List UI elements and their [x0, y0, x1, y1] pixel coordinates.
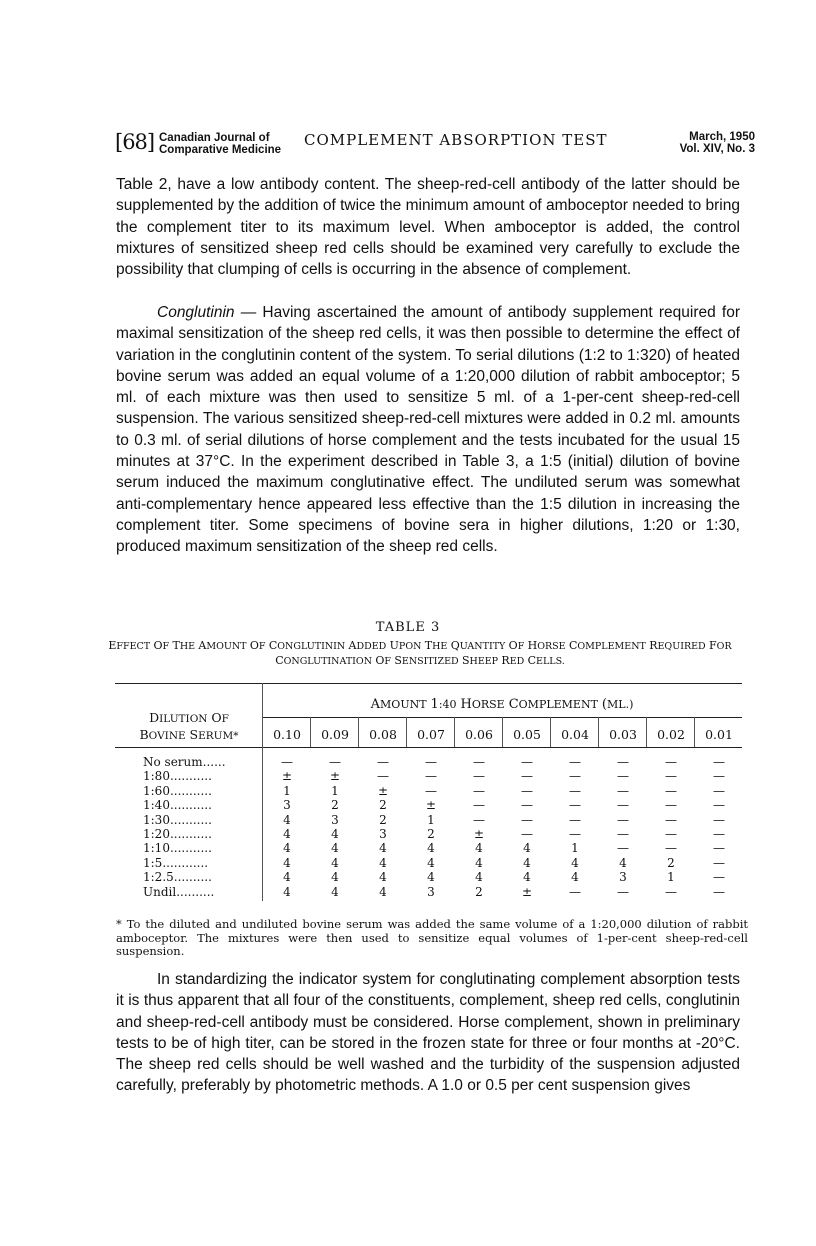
table-cell: 4: [379, 870, 387, 885]
table-cell: —: [569, 798, 581, 813]
column-header: 0.01: [705, 727, 733, 742]
column-header: 0.03: [609, 727, 637, 742]
table-cell: ±: [425, 798, 437, 813]
table-row-label: 1:60...........: [143, 783, 212, 798]
table-cell: ±: [329, 769, 341, 784]
table-cell: 4: [283, 827, 291, 841]
table-row-label: 1:5............: [143, 855, 209, 870]
table-cell: —: [665, 798, 677, 813]
table-cell: 4: [523, 870, 531, 885]
journal-name-line2: Comparative Medicine: [159, 144, 282, 156]
table-cell: —: [521, 783, 533, 798]
table-cell: ±: [521, 884, 533, 899]
table-cell: —: [617, 755, 629, 769]
paragraph-1: Table 2, have a low antibody content. The sheep-red-cell antibody of the latter should be supplemented by the addition of twice the minimum amount of amboceptor needed to bring the complement titer to its maximum level. When amboceptor is added, the control mixtures of sensitized sheep red cells should be examined very carefully to exclude the possibility that clumping of cells is occurring in the absence of complement.: [116, 176, 740, 279]
table-cell: 4: [283, 884, 291, 899]
paragraph-2-lead: Conglutinin: [157, 304, 235, 321]
table-cell: 4: [379, 841, 387, 856]
table-cell: 2: [331, 798, 339, 813]
table-cell: 4: [283, 870, 291, 885]
table-caption: [100, 639, 740, 669]
table-cell: 1: [571, 841, 579, 856]
issue-volume: Vol. XIV, No. 3: [679, 143, 755, 155]
table-cell: 3: [283, 798, 291, 813]
column-divider: [502, 717, 503, 747]
table-cell: —: [521, 798, 533, 813]
column-divider: [694, 717, 695, 747]
table-cell: —: [473, 798, 485, 813]
table-cell: 1: [667, 870, 675, 885]
table-cell: 4: [475, 855, 483, 870]
table-row-label: 1:80...........: [143, 769, 212, 784]
column-header: 0.07: [417, 727, 445, 742]
table-cell: —: [473, 783, 485, 798]
paragraph-3: In standardizing the indicator system for conglutinating complement absorption tests it is thus apparent that all four of the constituents, complement, sheep red cells, conglutinin and sheep-red-cell antibody must be considered. Horse complement, shown in preliminary tests to be of high titer, can be stored in the frozen state for three or four months at -20°C. The sheep red cells should be well washed and the turbidity of the suspension adjusted carefully, preferably by photometric methods. A 1.0 or 0.5 per cent suspension gives: [116, 971, 740, 1095]
table-cell: ±: [473, 827, 485, 841]
table-cell: 1: [427, 812, 435, 827]
issue-info: [680, 131, 755, 155]
table-cell: —: [473, 812, 485, 827]
table-cell: ±: [281, 769, 293, 784]
table-cell: —: [713, 755, 725, 769]
column-divider: [598, 717, 599, 747]
table-cell: —: [569, 769, 581, 784]
table-cell: 1: [283, 783, 291, 798]
table-cell: 4: [427, 855, 435, 870]
table-row-label: No serum......: [143, 755, 226, 769]
table-cell: 4: [283, 812, 291, 827]
table-cell: —: [377, 769, 389, 784]
table-cell: —: [425, 755, 437, 769]
table-cell: 3: [427, 884, 435, 899]
table-cell: —: [425, 769, 437, 784]
table-row-label: 1:40...........: [143, 798, 212, 813]
table-row-label: 1:2.5..........: [143, 870, 212, 885]
table-cell: 2: [379, 812, 387, 827]
table-cell: 1: [331, 783, 339, 798]
table-title: TABLE 3: [375, 620, 441, 635]
page-number: [68]: [115, 130, 155, 154]
table-cell: 4: [475, 870, 483, 885]
table-cell: 4: [427, 870, 435, 885]
column-divider: [454, 717, 455, 747]
table-cell: —: [521, 827, 533, 841]
table-cell: 4: [331, 841, 339, 856]
table-cell: 4: [571, 855, 579, 870]
table-row-label: 1:20...........: [143, 827, 212, 841]
table-cell: —: [281, 755, 293, 769]
table-cell: —: [617, 769, 629, 784]
table-cell: 4: [283, 841, 291, 856]
table-body-rule: [115, 747, 742, 748]
column-divider: [358, 717, 359, 747]
table-cell: —: [617, 827, 629, 841]
table-cell: —: [617, 884, 629, 899]
table-cell: 2: [475, 884, 483, 899]
table-cell: 4: [427, 841, 435, 856]
paragraph-2-text: — Having ascertained the amount of antibody supplement required for maximal sensitization of the sheep red cells, it was then possible to determine the effect of variation in the conglutinin content of the system. To serial dilutions (1:2 to 1:320) of heated bovine serum was added an equal volume of a 1:20,000 dilution of rabbit amboceptor; 5 ml. of each mixture was then used to sensitize 5 ml. of a 1-per-cent sheep-red-cell suspension. The various sensitized sheep-red-cell mixtures were added in 0.2 ml. amounts to 0.3 ml. of serial dilutions of horse complement and the tests incubated for the usual 15 minutes at 37°C. In the experiment described in Table 3, a 1:5 (initial) dilution of bovine serum induced the maximum conglutinative effect. The undiluted serum was somewhat anti-complementary hence appeared less effective than the 1:5 dilution in increasing the complement titer. Some specimens of bovine sera in higher dilutions, 1:20 or 1:30, produced maximum sensitization of the sheep red cells.: [116, 304, 740, 556]
table-cell: —: [473, 769, 485, 784]
column-header: 0.02: [657, 727, 685, 742]
table-cell: —: [425, 783, 437, 798]
table-cell: —: [521, 812, 533, 827]
table-cell: 2: [667, 855, 675, 870]
table-cell: ±: [377, 783, 389, 798]
table-footnote: * To the diluted and undiluted bovine serum was added the same volume of a 1:20,000 dilution of rabbit amboceptor. The mixtures were then used to sensitize equal volumes of 1-per-cent sheep-red-cell suspension.: [116, 917, 748, 958]
issue-date: March, 1950: [689, 131, 755, 143]
table-cell: —: [713, 827, 725, 841]
data-table: [115, 683, 742, 909]
table-cell: —: [713, 870, 725, 885]
table-cell: —: [713, 855, 725, 870]
table-cell: —: [329, 755, 341, 769]
table-cell: —: [713, 769, 725, 784]
table-cell: 4: [331, 884, 339, 899]
table-cell: —: [713, 841, 725, 856]
column-header: 0.05: [513, 727, 541, 742]
table-cell: 3: [619, 870, 627, 885]
table-cell: —: [665, 827, 677, 841]
table-row-label: 1:30...........: [143, 812, 212, 827]
journal-name-line1: Canadian Journal of: [159, 132, 270, 144]
table-cell: —: [569, 783, 581, 798]
table-cell: 2: [427, 827, 435, 841]
column-group-header: AMOUNT 1:40 HORSE COMPLEMENT (ML.): [370, 697, 634, 712]
table-cell: 4: [523, 841, 531, 856]
column-divider: [406, 717, 407, 747]
table-cell: 3: [379, 827, 387, 841]
column-divider: [646, 717, 647, 747]
table-cell: —: [569, 755, 581, 769]
table-cell: 2: [379, 798, 387, 813]
stub-header: DILUTION OF BOVINE SERUM*: [139, 710, 239, 742]
paragraph-2: [116, 302, 740, 558]
table-cell: —: [665, 841, 677, 856]
column-divider: [550, 717, 551, 747]
table-top-rule: [115, 683, 742, 684]
column-header: 0.09: [321, 727, 349, 742]
table-caption-text: EFFECT OF THE AMOUNT OF CONGLUTININ ADDED UPON THE QUANTITY OF HORSE COMPLEMENT REQUIRED FOR CONGLUTINATION OF SENSITIZED SHEEP RED CELLS.: [108, 639, 732, 667]
table-cell: 4: [331, 855, 339, 870]
table-cell: —: [521, 769, 533, 784]
table-cell: —: [665, 884, 677, 899]
table-cell: —: [665, 812, 677, 827]
table-cell: —: [377, 755, 389, 769]
table-cell: 4: [619, 855, 627, 870]
table-cell: —: [617, 812, 629, 827]
table-cell: —: [665, 755, 677, 769]
table-cell: 3: [331, 812, 339, 827]
table-row-label: 1:10...........: [143, 841, 212, 856]
table-cell: 4: [283, 855, 291, 870]
table-cell: —: [617, 841, 629, 856]
table-cell: —: [521, 755, 533, 769]
table-row-label: Undil..........: [143, 884, 215, 899]
table-cell: 4: [379, 855, 387, 870]
column-header: 0.10: [273, 727, 301, 742]
column-header: 0.04: [561, 727, 589, 742]
table-cell: —: [569, 812, 581, 827]
table-cell: 4: [571, 870, 579, 885]
table-cell: —: [617, 783, 629, 798]
table-cell: —: [713, 783, 725, 798]
column-header: 0.06: [465, 727, 493, 742]
table-cell: —: [713, 884, 725, 899]
column-divider: [310, 717, 311, 747]
table-cell: —: [665, 769, 677, 784]
table-cell: —: [569, 884, 581, 899]
table-cell: —: [617, 798, 629, 813]
table-cell: —: [569, 827, 581, 841]
table-cell: 4: [331, 827, 339, 841]
table-cell: —: [713, 812, 725, 827]
running-title: COMPLEMENT ABSORPTION TEST: [304, 131, 608, 149]
table-cell: 4: [379, 884, 387, 899]
journal-name: [159, 132, 281, 156]
table-cell: 4: [475, 841, 483, 856]
column-header: 0.08: [369, 727, 397, 742]
running-header: [115, 128, 755, 160]
table-cell: —: [665, 783, 677, 798]
table-cell: 4: [523, 855, 531, 870]
table-cell: —: [473, 755, 485, 769]
table-cell: —: [713, 798, 725, 813]
table-cell: 4: [331, 870, 339, 885]
